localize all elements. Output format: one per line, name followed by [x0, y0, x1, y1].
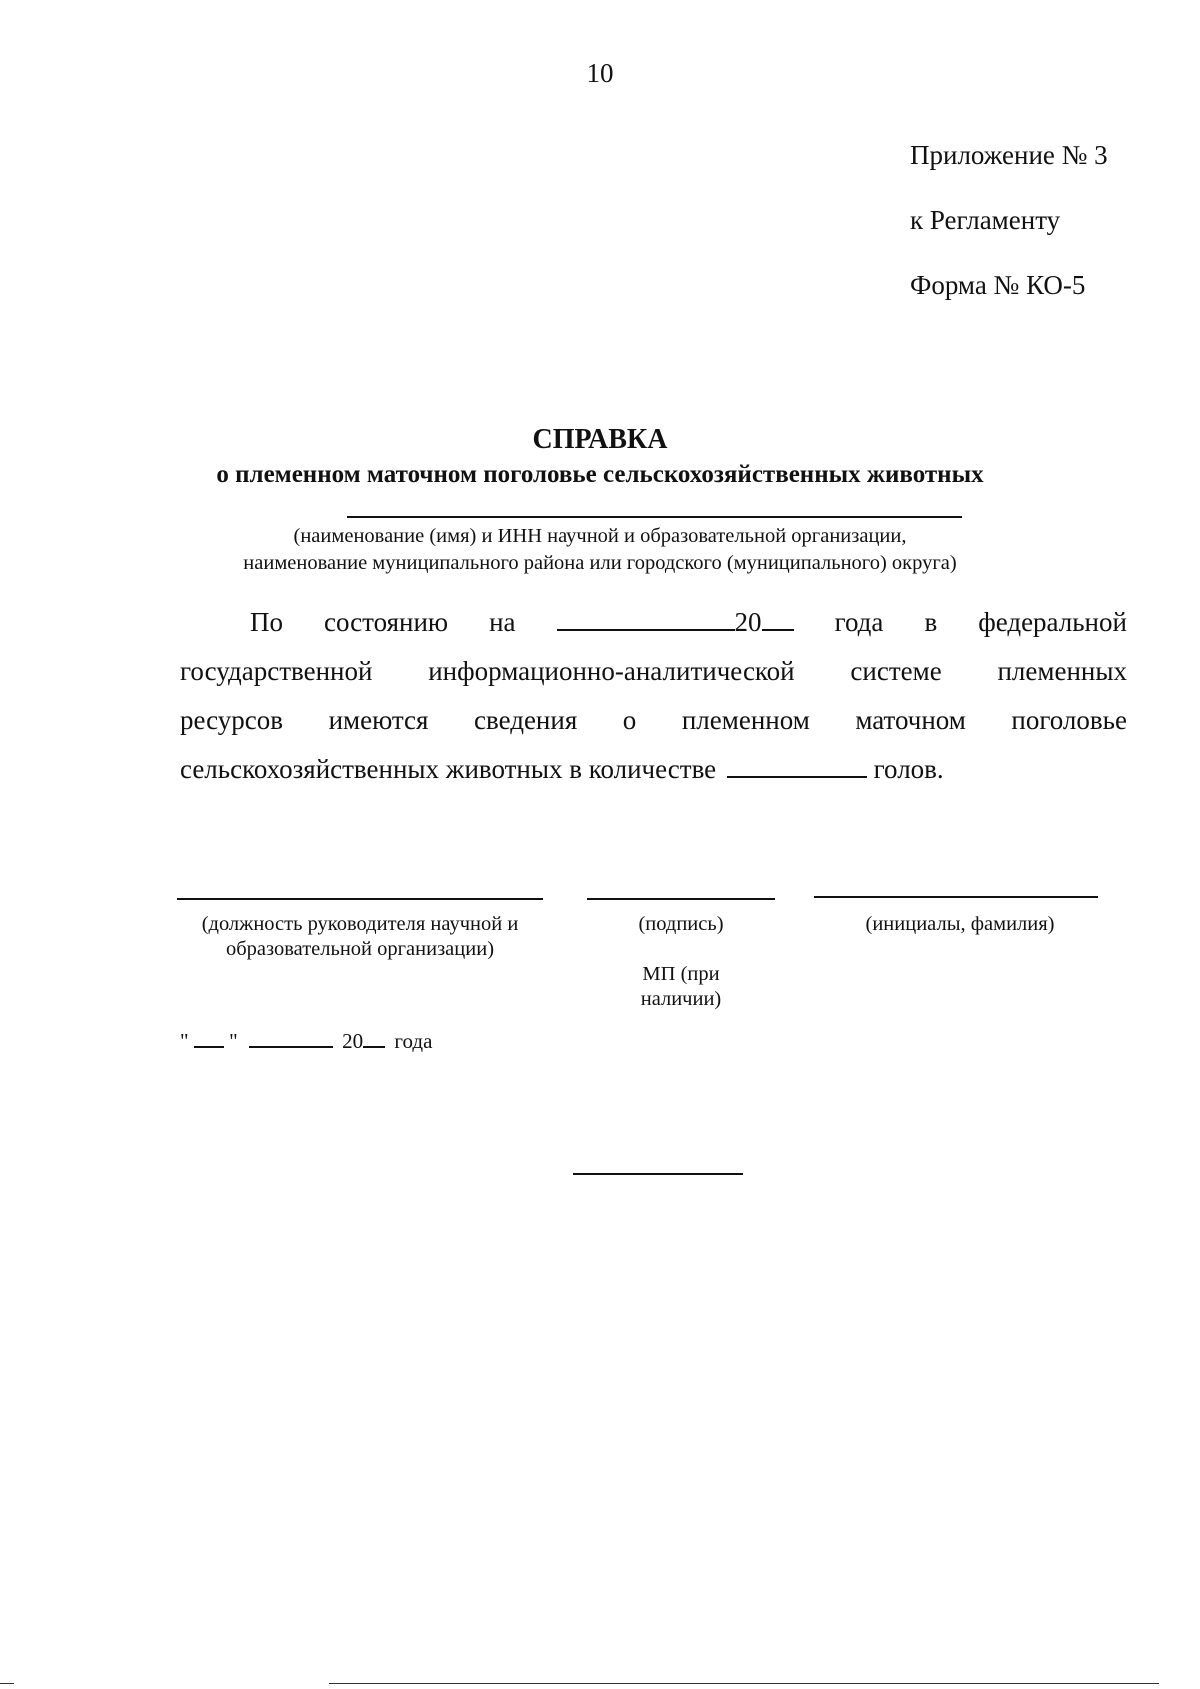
- end-of-document-rule: [573, 1173, 743, 1175]
- body-line-4: [180, 754, 944, 785]
- date-field-group: [557, 607, 794, 638]
- body-text: сельскохозяйственных животных в количестве: [180, 754, 717, 784]
- day-blank-field[interactable]: [194, 1045, 224, 1048]
- month-blank-field[interactable]: [249, 1045, 333, 1048]
- body-word: в: [924, 607, 938, 637]
- position-caption-line-2: образовательной организации): [225, 938, 495, 960]
- body-line-2: [180, 656, 1127, 687]
- organization-caption-line-2: наименование муниципального района или городского (муниципального) округа): [243, 552, 957, 574]
- organization-caption: [0, 523, 1200, 577]
- body-word: сведения: [474, 705, 578, 735]
- signature-line[interactable]: [587, 898, 775, 900]
- name-caption: (инициалы, фамилия): [865, 913, 1055, 935]
- quote-open: ": [180, 1029, 189, 1053]
- body-word: имеются: [328, 705, 429, 735]
- body-word: государственной: [180, 656, 373, 686]
- position-caption-line-1: (должность руководителя научной и: [201, 913, 519, 935]
- scan-edge-mark: [0, 1683, 14, 1684]
- name-line[interactable]: [814, 896, 1098, 898]
- date-year-prefix: 20: [342, 1029, 364, 1053]
- date-blank-field[interactable]: [557, 628, 735, 631]
- body-word: информационно-аналитической: [428, 656, 795, 686]
- body-word: года: [834, 607, 884, 637]
- body-line-3: [180, 705, 1127, 736]
- head-count-blank-field[interactable]: [727, 775, 867, 778]
- document-subtitle: о племенном маточном поголовье сельскохозяйственных животных: [216, 461, 984, 488]
- position-caption: [170, 912, 550, 962]
- body-word: маточном: [855, 705, 966, 735]
- position-line[interactable]: [177, 898, 543, 900]
- body-word: племенных: [997, 656, 1127, 686]
- form-number: Форма № КО-5: [910, 270, 1086, 300]
- scan-bottom-edge: [329, 1683, 1159, 1684]
- date-line: [180, 1029, 432, 1054]
- body-word: поголовье: [1011, 705, 1127, 735]
- body-word: племенном: [681, 705, 810, 735]
- body-word: на: [489, 607, 516, 637]
- appendix-number: Приложение № 3: [910, 140, 1108, 170]
- body-word: о: [622, 705, 637, 735]
- signature-caption: (подпись): [638, 913, 724, 935]
- stamp-caption-line-1: МП (при: [642, 963, 720, 985]
- date-suffix: года: [394, 1029, 433, 1053]
- year-prefix: 20: [734, 607, 762, 637]
- quote-close: ": [229, 1029, 238, 1053]
- body-text-end: голов.: [873, 754, 944, 784]
- body-word: По: [250, 607, 283, 637]
- organization-caption-line-1: (наименование (имя) и ИНН научной и образовательной организации,: [293, 525, 907, 547]
- stamp-caption: [581, 962, 781, 1012]
- body-word: ресурсов: [180, 705, 284, 735]
- organization-name-field[interactable]: [347, 516, 962, 518]
- page-number: 10: [586, 58, 614, 88]
- year-blank-field[interactable]: [762, 628, 794, 631]
- date-year-blank-field[interactable]: [363, 1045, 385, 1048]
- regulation-reference: к Регламенту: [910, 205, 1061, 235]
- document-title: СПРАВКА: [532, 424, 668, 455]
- body-word: состоянию: [324, 607, 449, 637]
- body-word: федеральной: [978, 607, 1127, 637]
- stamp-caption-line-2: наличии): [640, 988, 722, 1010]
- body-word: системе: [850, 656, 942, 686]
- body-line-1: [250, 607, 1127, 638]
